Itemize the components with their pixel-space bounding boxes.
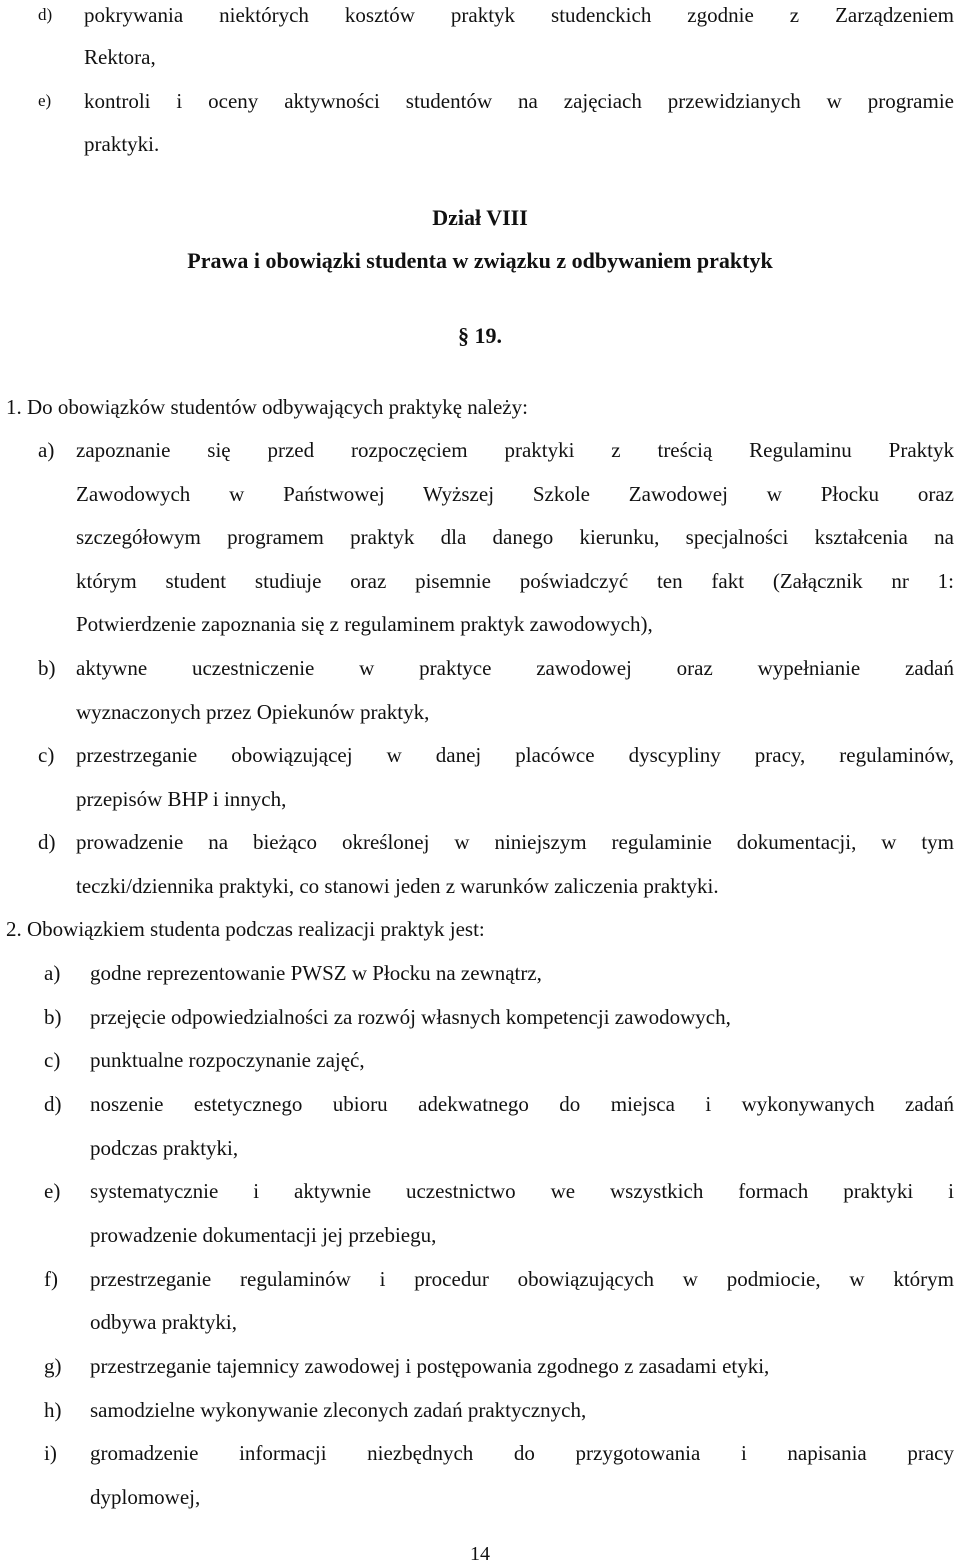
- list-marker: d): [38, 5, 53, 24]
- list-item-text: samodzielne wykonywanie zleconych zadań praktycznych,: [90, 1398, 587, 1422]
- list-marker: b): [44, 1005, 62, 1029]
- list-marker: a): [38, 438, 55, 462]
- page-number: 14: [470, 1543, 490, 1565]
- point-intro: 1. Do obowiązków studentów odbywających praktykę należy:: [6, 395, 528, 419]
- list-item-text: aktywne uczestniczenie w praktyce zawodowej oraz wypełnianie zadań: [76, 656, 954, 680]
- list-item-text: Zawodowych w Państwowej Wyższej Szkole Zawodowej w Płocku oraz: [76, 482, 954, 506]
- list-item-text: prowadzenie na bieżąco określonej w niniejszym regulaminie dokumentacji, w tym: [76, 830, 954, 854]
- list-item-text: zapoznanie się przed rozpoczęciem praktyki z treścią Regulaminu Praktyk: [76, 438, 954, 462]
- list-item-text: godne reprezentowanie PWSZ w Płocku na zewnątrz,: [90, 961, 542, 985]
- list-item-text: przestrzeganie regulaminów i procedur obowiązujących w podmiocie, w którym: [90, 1267, 954, 1291]
- list-marker: b): [38, 656, 56, 680]
- list-item-text: którym student studiuje oraz pisemnie poświadczyć ten fakt (Załącznik nr 1:: [76, 569, 954, 593]
- list-item-text: przestrzeganie tajemnicy zawodowej i postępowania zgodnego z zasadami etyki,: [90, 1354, 770, 1378]
- list-item-text: szczegółowym programem praktyk dla danego kierunku, specjalności kształcenia na: [76, 525, 954, 549]
- list-marker: h): [44, 1398, 62, 1422]
- list-item-text: podczas praktyki,: [90, 1136, 239, 1160]
- list-marker: g): [44, 1354, 62, 1378]
- section-subtitle: Prawa i obowiązki studenta w związku z odbywaniem praktyk: [187, 248, 773, 273]
- paragraph-number: § 19.: [458, 323, 502, 348]
- list-item-text: kontroli i oceny aktywności studentów na zajęciach przewidzianych w programie: [84, 89, 954, 113]
- list-item-text: systematycznie i aktywnie uczestnictwo we wszystkich formach praktyki i: [90, 1179, 954, 1203]
- list-item-text: przestrzeganie obowiązującej w danej placówce dyscypliny pracy, regulaminów,: [76, 743, 954, 767]
- list-item-text: Rektora,: [84, 45, 156, 69]
- list-marker: d): [44, 1092, 62, 1116]
- list-item-text: pokrywania niektórych kosztów praktyk studenckich zgodnie z Zarządzeniem: [84, 3, 954, 27]
- list-marker: f): [44, 1267, 58, 1291]
- list-item-text: wyznaczonych przez Opiekunów praktyk,: [76, 700, 430, 724]
- list-marker: a): [44, 961, 61, 985]
- list-item-text: noszenie estetycznego ubioru adekwatnego do miejsca i wykonywanych zadań: [90, 1092, 954, 1116]
- list-marker: c): [38, 743, 55, 767]
- list-item-text: punktualne rozpoczynanie zajęć,: [90, 1048, 365, 1072]
- list-item-text: praktyki.: [84, 132, 160, 156]
- list-marker: e): [38, 91, 52, 110]
- list-marker: d): [38, 830, 56, 854]
- list-marker: c): [44, 1048, 61, 1072]
- point-intro: 2. Obowiązkiem studenta podczas realizacji praktyk jest:: [6, 917, 485, 941]
- list-item-text: Potwierdzenie zapoznania się z regulaminem praktyk zawodowych),: [76, 612, 653, 636]
- list-item-text: dyplomowej,: [90, 1485, 201, 1509]
- list-marker: i): [44, 1441, 57, 1465]
- list-item-text: prowadzenie dokumentacji jej przebiegu,: [90, 1223, 437, 1247]
- section-title: Dział VIII: [432, 205, 528, 230]
- list-marker: e): [44, 1179, 61, 1203]
- list-item-text: przepisów BHP i innych,: [76, 787, 287, 811]
- list-item-text: przejęcie odpowiedzialności za rozwój własnych kompetencji zawodowych,: [90, 1005, 731, 1029]
- list-item-text: gromadzenie informacji niezbędnych do przygotowania i napisania pracy: [90, 1441, 954, 1465]
- list-item-text: teczki/dziennika praktyki, co stanowi jeden z warunków zaliczenia praktyki.: [76, 874, 719, 898]
- list-item-text: odbywa praktyki,: [90, 1310, 237, 1334]
